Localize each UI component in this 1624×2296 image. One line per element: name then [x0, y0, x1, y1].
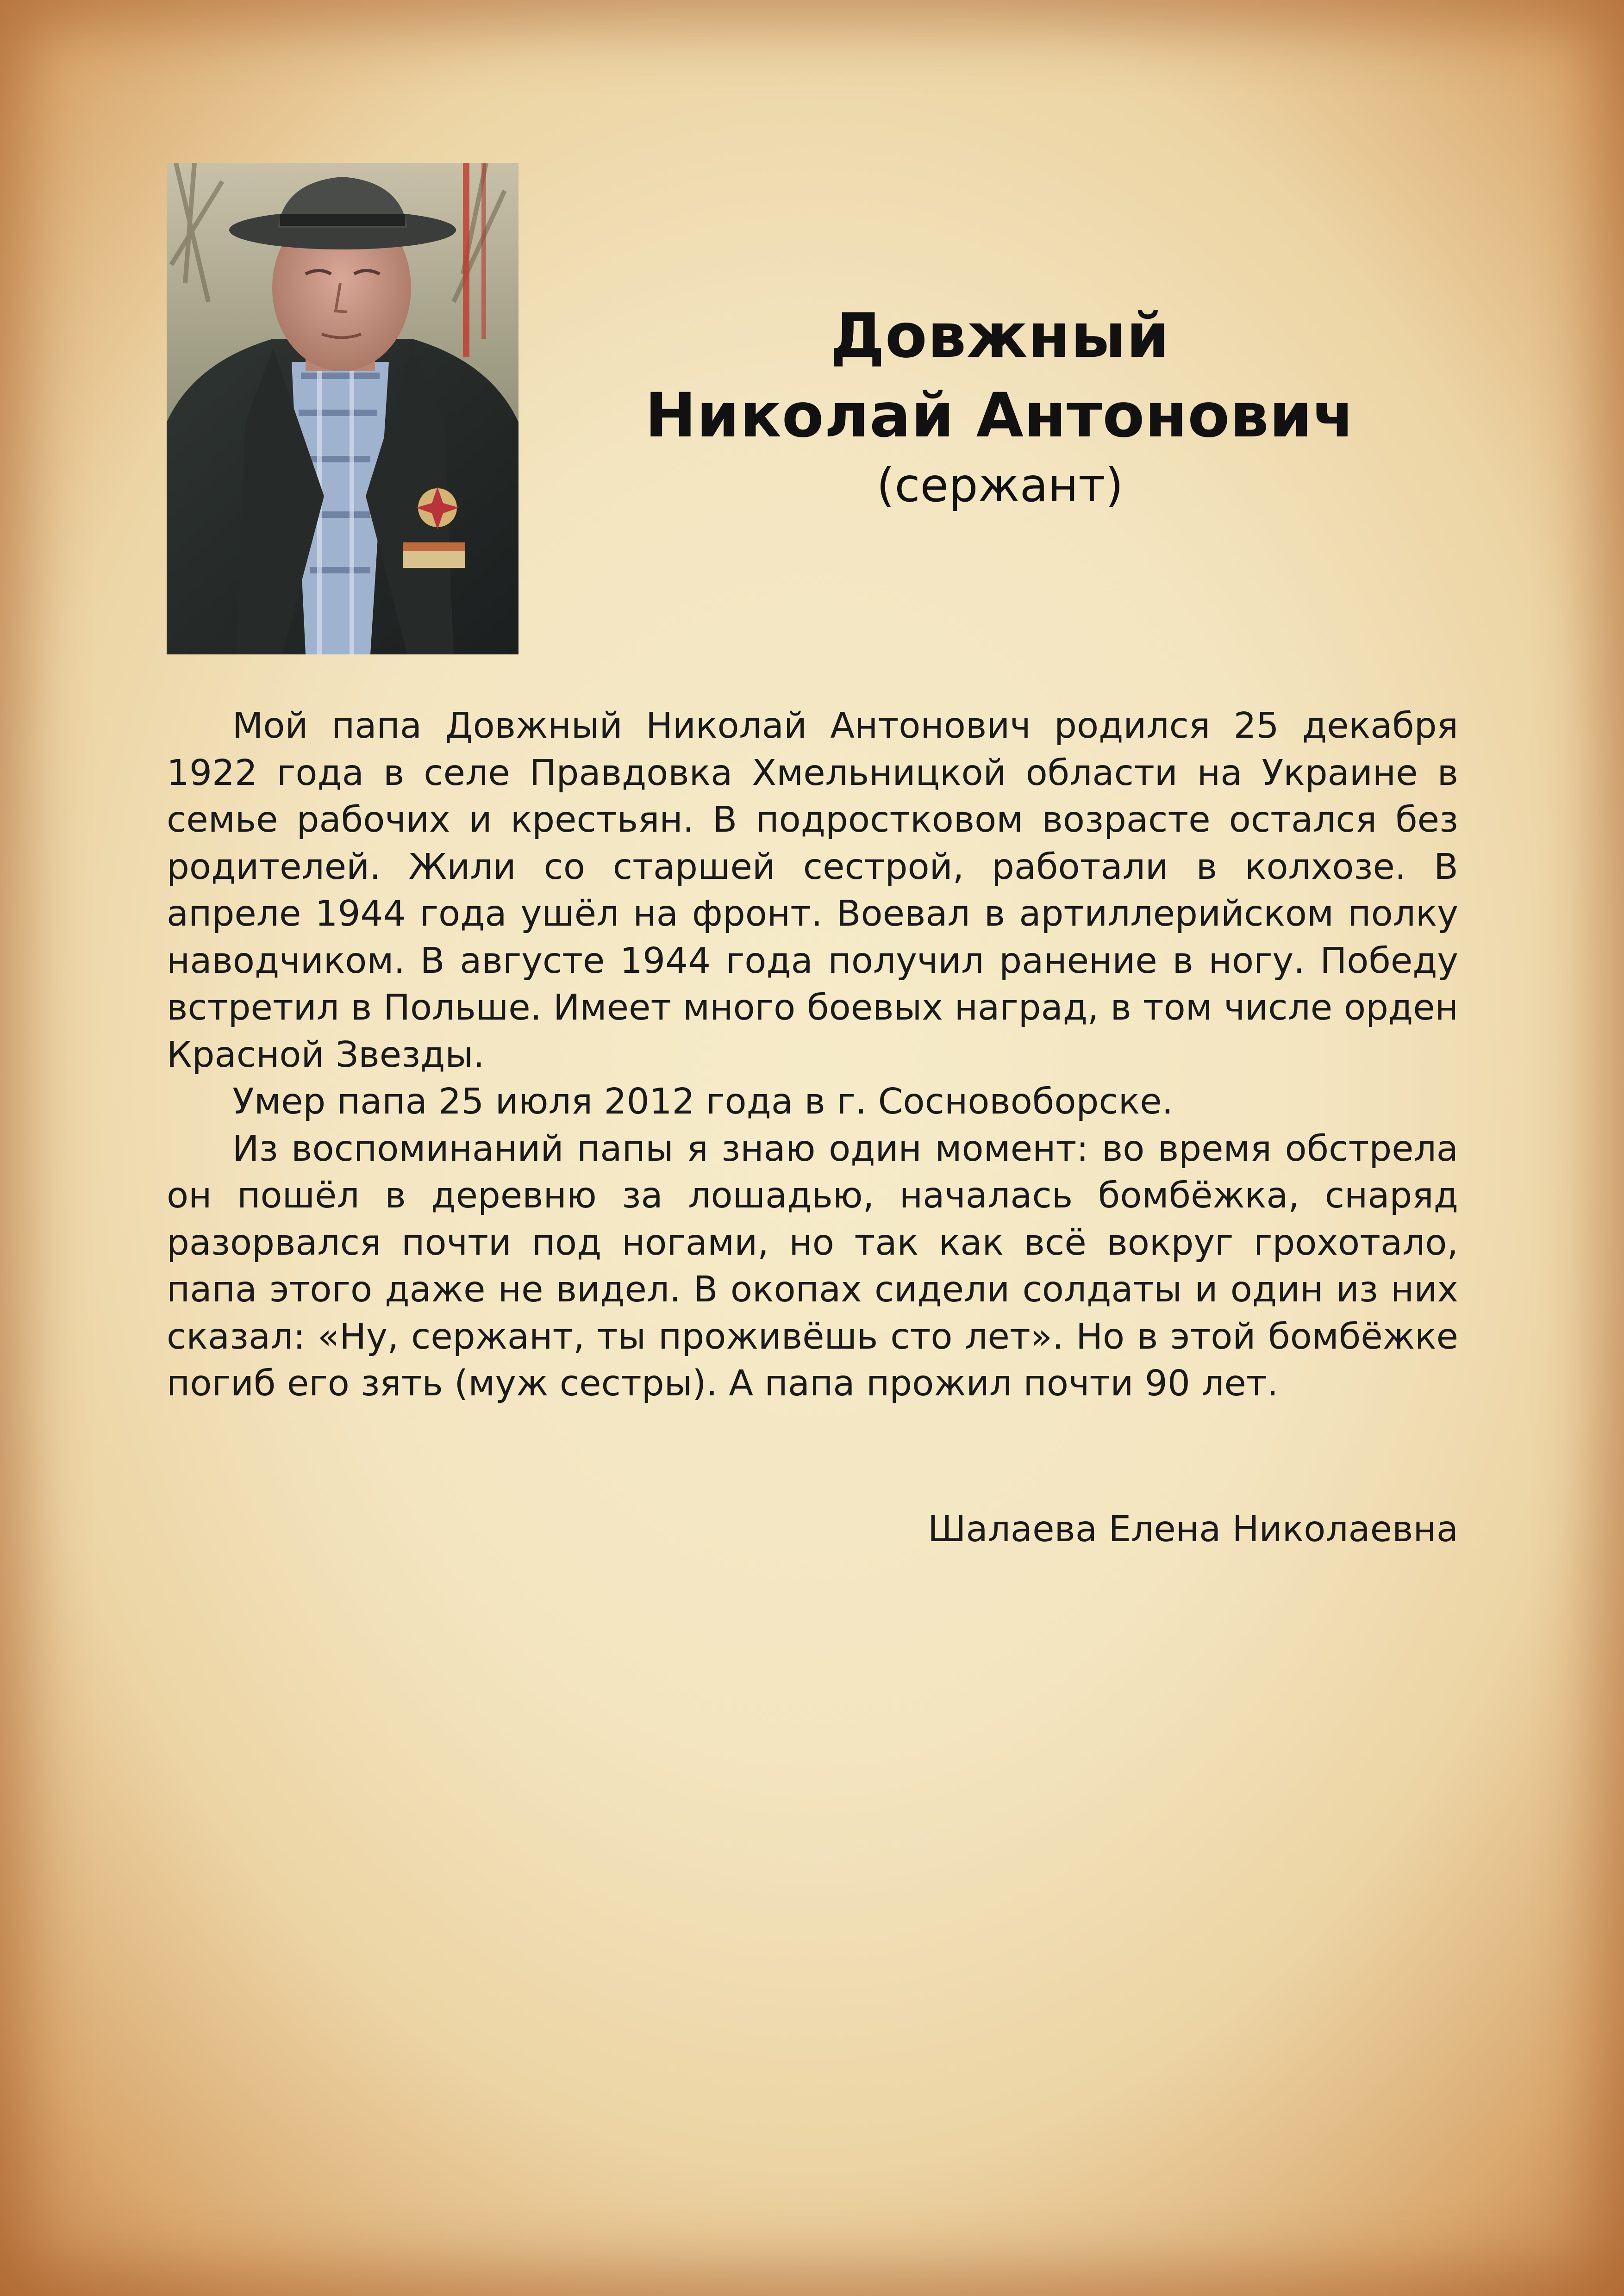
author-signature: Шалаева Елена Николаевна	[928, 1509, 1458, 1550]
portrait-photo-icon	[167, 163, 518, 654]
person-surname: Довжный	[830, 300, 1170, 372]
person-given-names: Николай Антонович	[645, 380, 1355, 451]
story-paragraph: Мой папа Довжный Николай Антонович родился 25 декабря 1922 года в селе Правдовка Хмельницкой области на Украине в семье рабочих и крестьян. В подростковом возрасте остался без родителей. Жили со старшей сестрой, работали в колхозе. В апреле 1944 года ушёл на фронт. Воевал в артиллерийском полку наводчиком. В августе 1944 года получил ранение в ногу. Победу встретил в Польше. Имеет много боевых наград, в том числе орден Красной Звезды.	[167, 705, 1458, 1076]
story-paragraph: Из воспоминаний папы я знаю один момент: во время обстрела он пошёл в деревню за лошадью, началась бомбёжка, снаряд разорвался почти под ногами, но так как всё вокруг грохотало, папа этого даже не видел. В окопах сидели солдаты и один из них сказал: «Ну, сержант, ты проживёшь сто лет». Но в этой бомбёжке погиб его зять (муж сестры). А папа прожил почти 90 лет.	[167, 1128, 1458, 1404]
page-heading	[602, 296, 1398, 516]
story-text	[167, 703, 1458, 1407]
portrait-photo	[167, 163, 518, 654]
story-paragraph: Умер папа 25 июля 2012 года в г. Сосновоборске.	[232, 1081, 1174, 1122]
person-rank: (сержант)	[876, 458, 1124, 512]
